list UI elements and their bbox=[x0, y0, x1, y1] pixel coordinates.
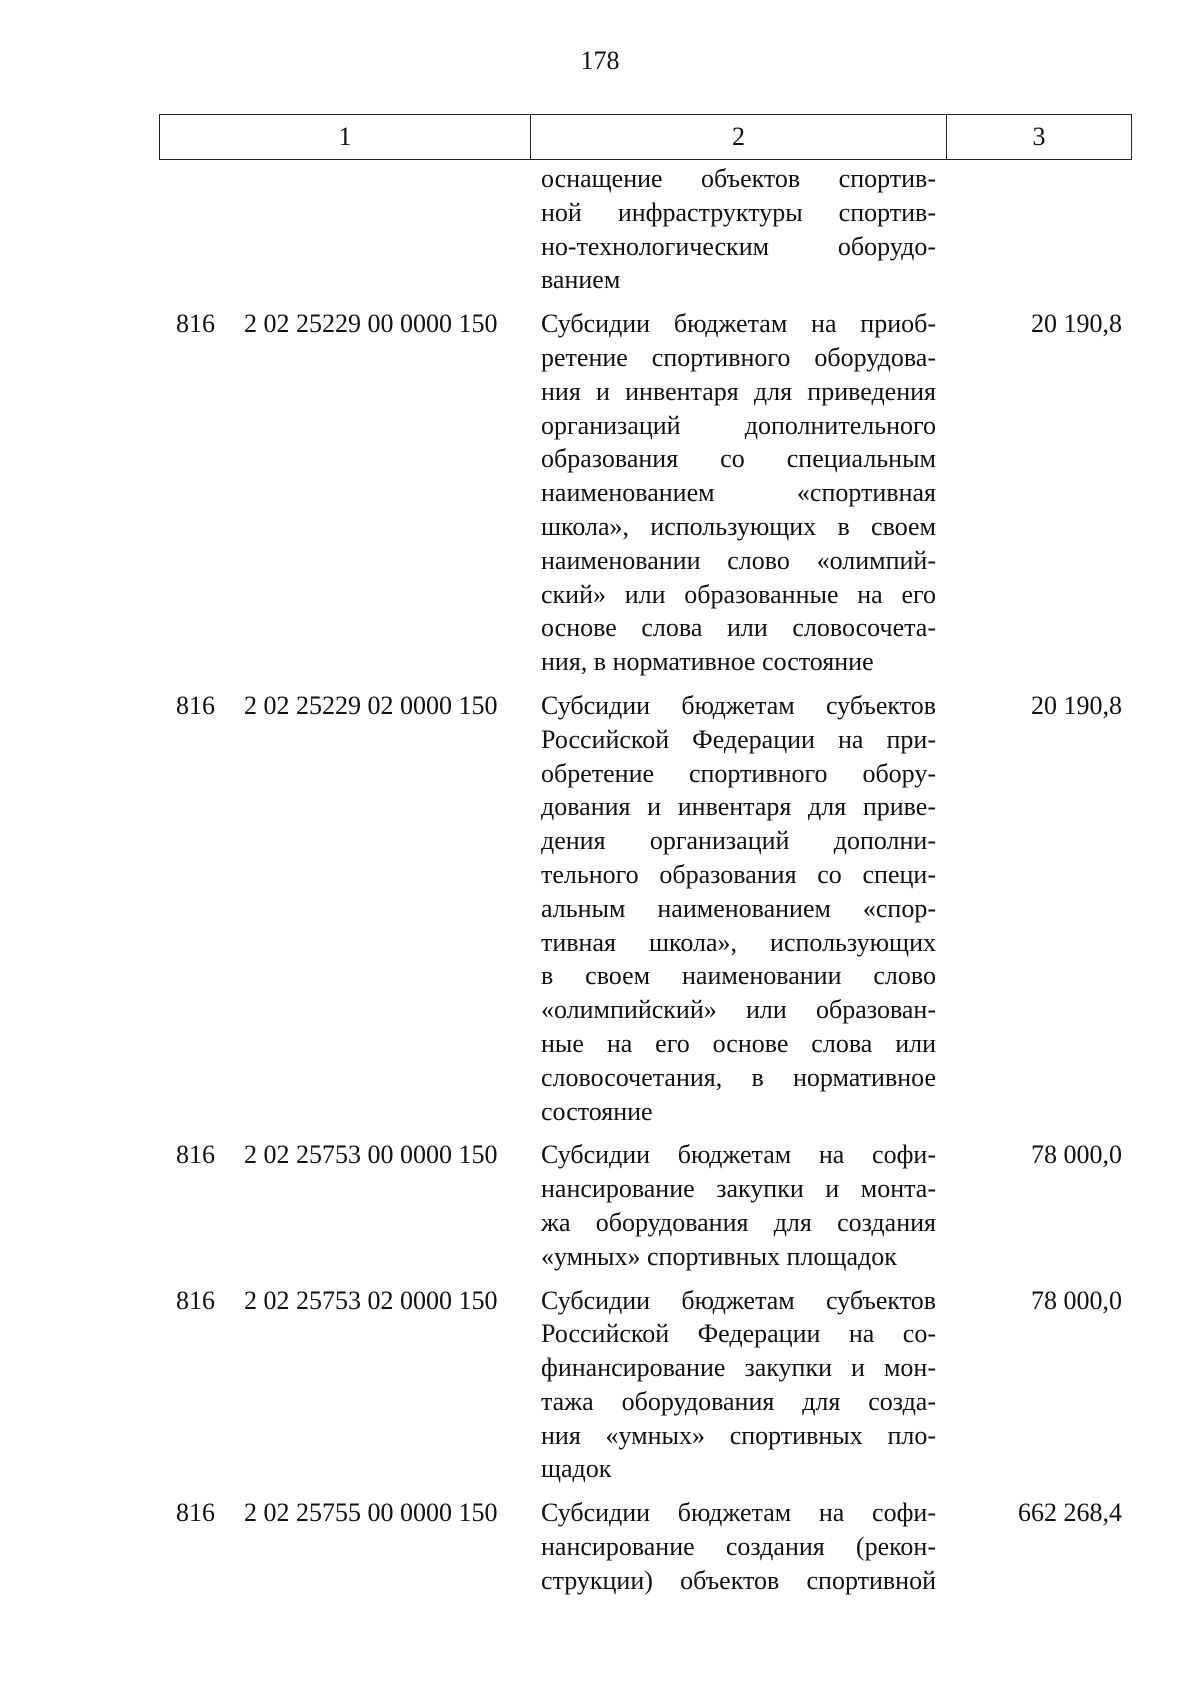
description-line: нансирование закупки и монта- bbox=[541, 1174, 936, 1204]
description-line: дения организаций дополни- bbox=[541, 826, 936, 856]
budget-code: 2 02 25229 02 0000 150 bbox=[244, 690, 498, 720]
description-line: образования со специальным bbox=[541, 444, 936, 474]
header-col-3: 3 bbox=[1032, 122, 1046, 151]
header-col-2: 2 bbox=[531, 115, 947, 159]
description-line: ния и инвентаря для приведения bbox=[541, 376, 936, 406]
description-line: тажа оборудования для созда- bbox=[541, 1386, 936, 1416]
budget-code: 2 02 25229 00 0000 150 bbox=[244, 309, 498, 339]
income-description bbox=[541, 1138, 936, 1273]
admin-code: 816 bbox=[176, 1498, 215, 1528]
description-line: состояние bbox=[541, 1096, 653, 1126]
description-line: Субсидии бюджетам на приоб- bbox=[541, 309, 936, 339]
amount: 662 268,4 bbox=[1018, 1498, 1122, 1528]
description-line: ния «умных» спортивных пло- bbox=[541, 1420, 936, 1450]
income-description bbox=[541, 307, 936, 679]
description-line: наименовании слово «олимпий- bbox=[541, 545, 936, 575]
admin-code: 816 bbox=[176, 1140, 215, 1170]
description-line: обретение спортивного обору- bbox=[541, 758, 936, 788]
description-line: «олимпийский» или образован- bbox=[541, 995, 936, 1025]
description-line: тивная школа», использующих bbox=[541, 927, 936, 957]
description-line: струкции) объектов спортивной bbox=[541, 1565, 936, 1595]
income-description bbox=[541, 1284, 936, 1487]
description-line: но-технологическим оборудо- bbox=[541, 231, 936, 261]
description-line: ский» или образованные на его bbox=[541, 579, 936, 609]
table-row bbox=[0, 1138, 1200, 1273]
description-line: Субсидии бюджетам на софи- bbox=[541, 1140, 936, 1170]
income-description bbox=[541, 689, 936, 1128]
admin-code: 816 bbox=[176, 1285, 215, 1315]
description-line: ванием bbox=[541, 265, 621, 295]
amount: 78 000,0 bbox=[1031, 1285, 1122, 1315]
description-line: Субсидии бюджетам на софи- bbox=[541, 1498, 936, 1528]
description-line: оснащение объектов спортив- bbox=[541, 164, 936, 193]
description-line: Субсидии бюджетам субъектов bbox=[541, 690, 936, 720]
description-line: финансирование закупки и мон- bbox=[541, 1353, 936, 1383]
description-line: ной инфраструктуры спортив- bbox=[541, 197, 936, 227]
table-row bbox=[0, 1284, 1200, 1487]
table-header bbox=[159, 114, 1132, 160]
table-row bbox=[0, 307, 1200, 679]
description-line: словосочетания, в нормативное bbox=[541, 1062, 936, 1092]
description-line: «умных» спортивных площадок bbox=[541, 1241, 897, 1271]
description-line: ния, в нормативное состояние bbox=[541, 647, 874, 677]
table-body bbox=[0, 162, 1200, 1598]
income-description bbox=[541, 1496, 936, 1597]
description-line: жа оборудования для создания bbox=[541, 1207, 936, 1237]
amount: 78 000,0 bbox=[1031, 1140, 1122, 1170]
table-row bbox=[0, 689, 1200, 1128]
description-line: основе слова или словосочета- bbox=[541, 613, 936, 643]
budget-code: 2 02 25755 00 0000 150 bbox=[244, 1498, 498, 1528]
budget-code: 2 02 25753 00 0000 150 bbox=[244, 1140, 498, 1170]
description-line: наименованием «спортивная bbox=[541, 478, 936, 508]
admin-code: 816 bbox=[176, 309, 215, 339]
description-line: ные на его основе слова или bbox=[541, 1028, 936, 1058]
description-line: нансирование создания (рекон- bbox=[541, 1532, 936, 1562]
description-line: в своем наименовании слово bbox=[541, 961, 936, 991]
description-line: организаций дополнительного bbox=[541, 410, 936, 440]
description-line: тельного образования со специ- bbox=[541, 859, 936, 889]
amount: 20 190,8 bbox=[1031, 309, 1122, 339]
amount: 20 190,8 bbox=[1031, 690, 1122, 720]
description-line: щадок bbox=[541, 1454, 612, 1484]
description-line: Российской Федерации на со- bbox=[541, 1319, 936, 1349]
description-line: дования и инвентаря для приве- bbox=[541, 792, 936, 822]
table-row bbox=[0, 1496, 1200, 1597]
income-description bbox=[541, 162, 936, 297]
description-line: альным наименованием «спор- bbox=[541, 893, 936, 923]
page-number: 178 bbox=[580, 46, 620, 75]
budget-code: 2 02 25753 02 0000 150 bbox=[244, 1285, 498, 1315]
description-line: Субсидии бюджетам субъектов bbox=[541, 1285, 936, 1315]
table-row bbox=[0, 162, 1200, 297]
description-line: Российской Федерации на при- bbox=[541, 724, 936, 754]
header-col-1: 1 bbox=[160, 115, 531, 159]
description-line: школа», использующих в своем bbox=[541, 511, 936, 541]
description-line: ретение спортивного оборудова- bbox=[541, 342, 936, 372]
admin-code: 816 bbox=[176, 690, 215, 720]
